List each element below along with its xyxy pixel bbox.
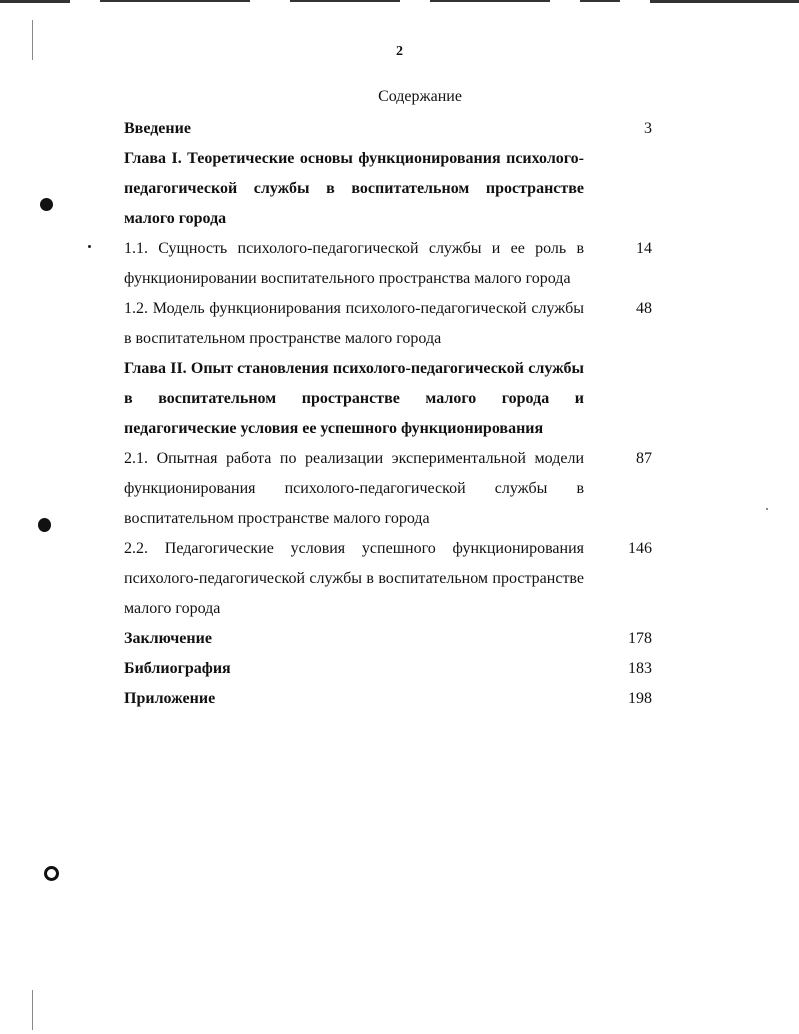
toc-entry-text: Введение — [124, 120, 191, 137]
toc-entry-conclusion[interactable] — [124, 624, 664, 654]
toc-entry-text: 1.2. Модель функционирования психолого-педагогической службы в воспитательном пространстве малого города — [124, 300, 584, 347]
toc-entry-page: 146 — [628, 540, 652, 557]
toc-entry-text: Библиография — [124, 660, 231, 677]
page-number: 2 — [396, 44, 403, 59]
toc-entry-page: 87 — [636, 450, 652, 467]
toc-entry-chapter-1[interactable] — [124, 144, 664, 234]
toc-entry-text: Глава I. Теоретические основы функционирования психолого-педагогической службы в воспитательном пространстве малого города — [124, 150, 584, 227]
toc-entry-section-1-1[interactable] — [124, 234, 664, 294]
table-of-contents — [124, 114, 664, 714]
toc-entry-page: 198 — [628, 690, 652, 707]
toc-entry-page: 3 — [644, 120, 652, 137]
toc-entry-introduction[interactable] — [124, 114, 664, 144]
toc-entry-text: Приложение — [124, 690, 216, 707]
scan-edge-mark — [32, 990, 33, 1030]
toc-entry-bibliography[interactable] — [124, 654, 664, 684]
scan-edge-mark — [580, 0, 620, 2]
toc-entry-text: 1.1. Сущность психолого-педагогической службы и ее роль в функционировании воспитательного пространства малого города — [124, 240, 584, 287]
punch-hole-mark — [44, 866, 59, 881]
scan-edge-mark — [0, 0, 70, 3]
toc-entry-section-2-1[interactable] — [124, 444, 664, 534]
scan-edge-mark — [430, 0, 550, 2]
toc-entry-page: 183 — [628, 660, 652, 677]
scan-edge-mark — [100, 0, 250, 2]
toc-entry-page: 14 — [636, 240, 652, 257]
toc-entry-section-1-2[interactable] — [124, 294, 664, 354]
toc-entry-text: 2.2. Педагогические условия успешного функционирования психолого-педагогической службы в воспитательном пространстве малого города — [124, 540, 584, 617]
toc-entry-text: Глава II. Опыт становления психолого-педагогической службы в воспитательном пространстве малого города и педагогические условия ее успешного функционирования — [124, 360, 584, 437]
scan-edge-mark — [290, 0, 400, 2]
toc-entry-page: 178 — [628, 630, 652, 647]
dust-speck — [88, 245, 91, 248]
dust-speck — [766, 508, 768, 510]
toc-entry-text: Заключение — [124, 630, 212, 647]
toc-title: Содержание — [378, 88, 462, 105]
scan-edge-mark — [650, 0, 799, 3]
toc-entry-page: 48 — [636, 300, 652, 317]
punch-hole-mark — [38, 518, 51, 532]
toc-entry-text: 2.1. Опытная работа по реализации экспериментальной модели функционирования психолого-педагогической службы в воспитательном пространстве малого города — [124, 450, 584, 527]
toc-entry-chapter-2[interactable] — [124, 354, 664, 444]
punch-hole-mark — [40, 198, 53, 211]
toc-entry-section-2-2[interactable] — [124, 534, 664, 624]
toc-entry-appendix[interactable] — [124, 684, 664, 714]
